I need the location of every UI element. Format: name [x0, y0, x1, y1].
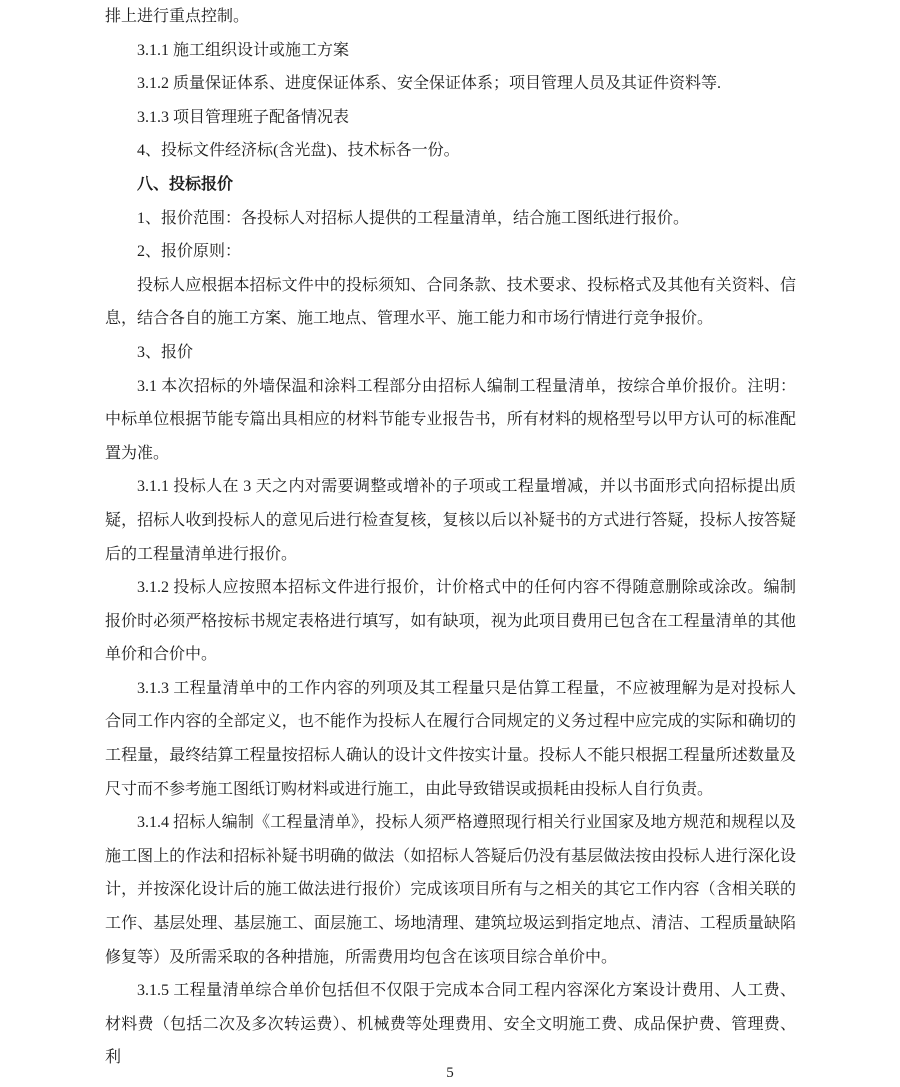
paragraph-continuation: 排上进行重点控制。: [105, 8, 250, 25]
paragraph-3-1-4: 3.1.4 招标人编制《工程量清单》，投标人须严格遵照现行相关行业国家及地方规范和规程以及施工图上的作法和招标补疑书明确的做法（如招标人答疑后仍没有基层做法按由投标人进行深化设计，并按深化设计后的施工做法进行报价）完成该项目所有与之相关的其它工作内容（含相关联的工作、基层处理、基层施工、面层施工、场地清理、建筑垃圾运到指定地点、清洁、工程质量缺陷修复等）及所需采取的各种措施，所需费用均包含在该项目综合单价中。: [105, 814, 796, 966]
paragraph-quote-principle: 2、报价原则：: [137, 243, 242, 261]
paragraph-3-1-1: 3.1.1 投标人在 3 天之内对需要调整或增补的子项或工程量增减，并以书面形式向招标提出质疑，招标人收到投标人的意见后进行检查复核，复核以后以补疑书的方式进行答疑，投标人按答疑后的工程量清单进行报价。: [105, 478, 796, 563]
section-heading-bid-quotation: 八、投标报价: [137, 175, 234, 193]
list-item-3-1-1-doc: 3.1.1 施工组织设计或施工方案: [137, 41, 350, 59]
paragraph-3-1-2: 3.1.2 投标人应按照本招标文件进行报价，计价格式中的任何内容不得随意删除或涂改。编制报价时必须严格按标书规定表格进行填写，如有缺项，视为此项目费用已包含在工程量清单的其他单价和合价中。: [105, 579, 796, 664]
paragraph-quote-principle-body: 投标人应根据本招标文件中的投标须知、合同条款、技术要求、投标格式及其他有关资料、信息，结合各自的施工方案、施工地点、管理水平、施工能力和市场行情进行竞争报价。: [105, 276, 796, 328]
list-item-3-1-2-doc: 3.1.2 质量保证体系、进度保证体系、安全保证体系；项目管理人员及其证件资料等.: [137, 75, 722, 93]
list-item-3-1-3-doc: 3.1.3 项目管理班子配备情况表: [137, 108, 350, 126]
paragraph-quote-scope: 1、报价范围：各投标人对招标人提供的工程量清单，结合施工图纸进行报价。: [137, 209, 690, 227]
list-item-4: 4、投标文件经济标(含光盘)、技术标各一份。: [137, 142, 460, 160]
paragraph-3-1-3: 3.1.3 工程量清单中的工作内容的列项及其工程量只是估算工程量，不应被理解为是对投标人合同工作内容的全部定义，也不能作为投标人在履行合同规定的义务过程中应完成的实际和确切的工程量，最终结算工程量按招标人确认的设计文件按实计量。投标人不能只根据工程量所述数量及尺寸而不参考施工图纸订购材料或进行施工，由此导致错误或损耗由投标人自行负责。: [105, 679, 796, 798]
page-number: 5: [446, 1065, 454, 1081]
paragraph-3-1-5: 3.1.5 工程量清单综合单价包括但不仅限于完成本合同工程内容深化方案设计费用、人工费、材料费（包括二次及多次转运费）、机械费等处理费用、安全文明施工费、成品保护费、管理费、利: [105, 982, 796, 1067]
paragraph-quote: 3、报价: [137, 343, 194, 361]
paragraph-3-1: 3.1 本次招标的外墙保温和涂料工程部分由招标人编制工程量清单，按综合单价报价。注明：中标单位根据节能专篇出具相应的材料节能专业报告书，所有材料的规格型号以甲方认可的标准配置为准。: [105, 377, 796, 462]
document-body: [105, 0, 796, 1075]
